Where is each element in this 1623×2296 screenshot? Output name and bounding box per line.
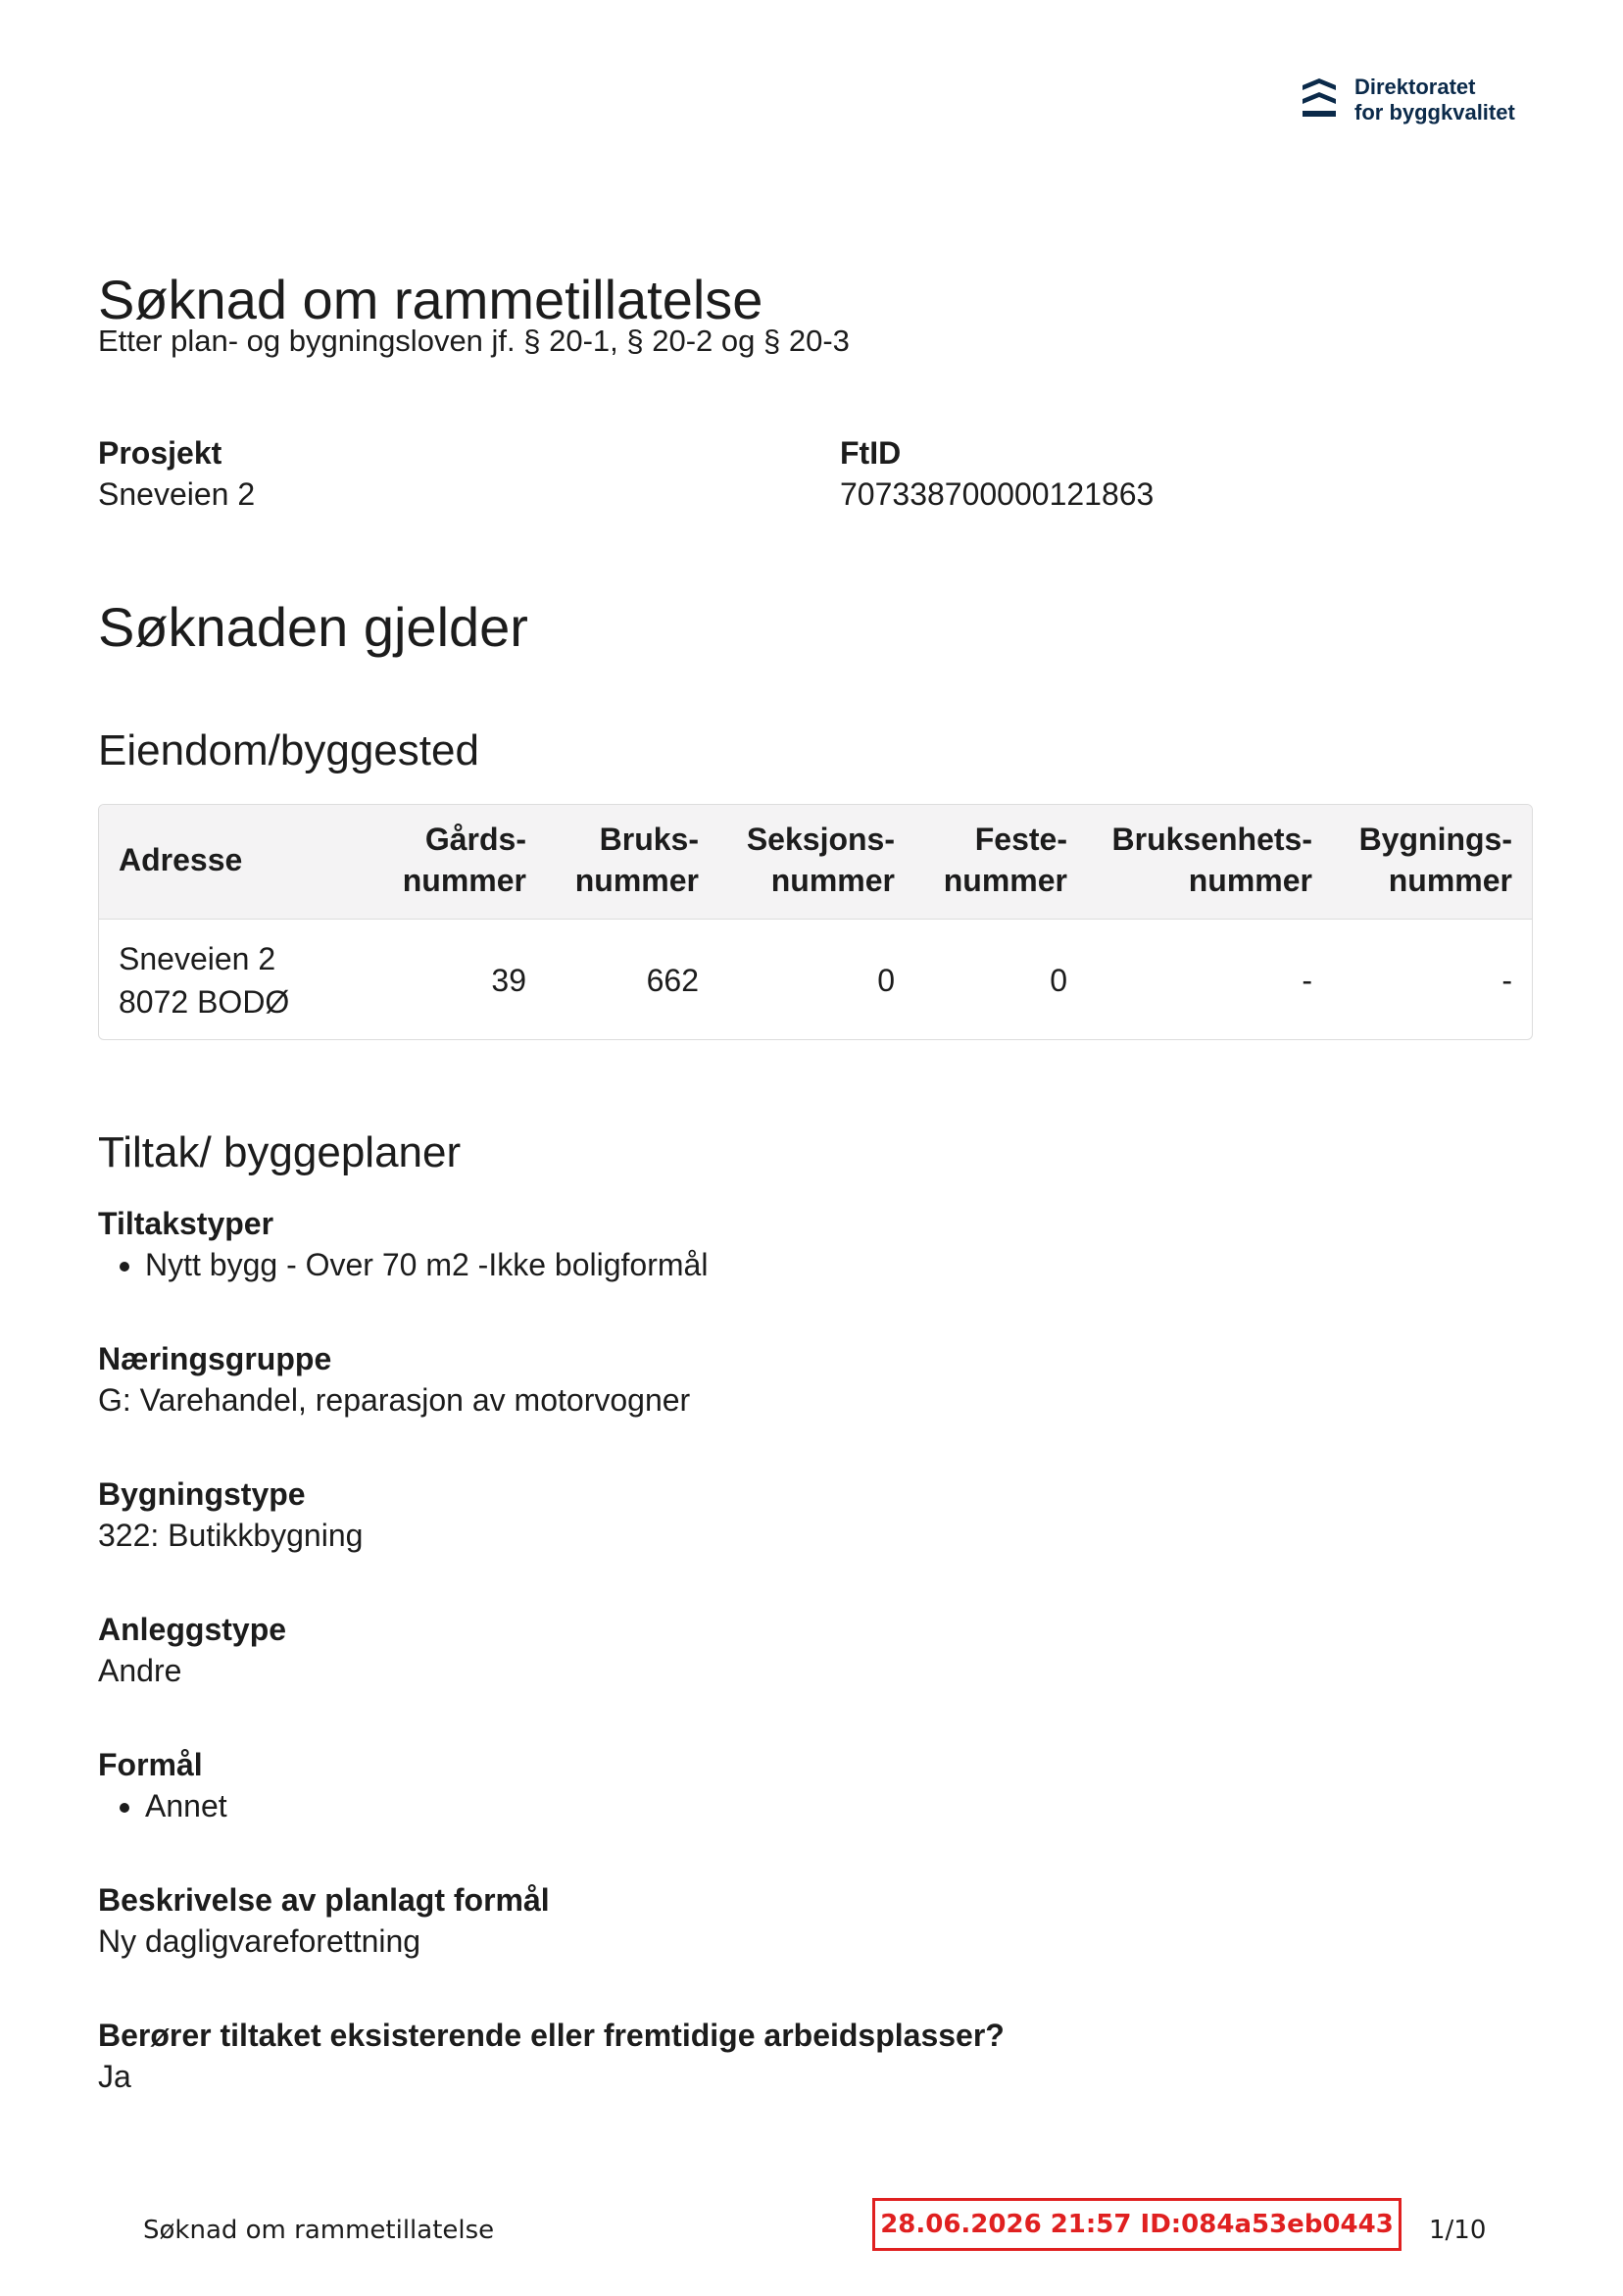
cell-gards: 39 (373, 920, 546, 1040)
footer-timestamp-stamp: 28.06.2026 21:57 ID:084a53eb0443 (872, 2198, 1402, 2251)
property-title: Eiendom/byggested (98, 726, 479, 774)
field-anleggstype (98, 1610, 1470, 1700)
project-field (98, 433, 255, 516)
list-item: • Annet (145, 1784, 1470, 1827)
col-header-line: nummer (943, 863, 1067, 898)
bygningstype-label: Bygningstype (98, 1476, 306, 1512)
formal-list (98, 1784, 1470, 1827)
cell-address (99, 920, 373, 1040)
cell-seksjons: 0 (718, 920, 914, 1040)
address-line-1: Sneveien 2 (119, 941, 276, 976)
cell-feste: 0 (914, 920, 1087, 1040)
col-header-seksjons (718, 805, 914, 920)
col-header-gards (373, 805, 546, 920)
beskrivelse-value: Ny dagligvareforettning (98, 1923, 421, 1959)
ftid-field (840, 433, 1154, 516)
col-header-line: nummer (1188, 863, 1312, 898)
section-title: Søknaden gjelder (98, 596, 528, 658)
arbeidsplasser-label: Berører tiltaket eksisterende eller fremtidige arbeidsplasser? (98, 2018, 1005, 2053)
col-header-line: nummer (770, 863, 895, 898)
cell-bygnings: - (1332, 920, 1532, 1040)
naeringsgruppe-label: Næringsgruppe (98, 1341, 332, 1376)
col-header-line: nummer (402, 863, 526, 898)
col-header-bruksenhet (1087, 805, 1332, 920)
ftid-value: 707338700000121863 (840, 476, 1155, 512)
bygningstype-value: 322: Butikkbygning (98, 1518, 364, 1553)
col-header-line: Feste- (974, 822, 1067, 857)
field-bygningstype (98, 1474, 1470, 1565)
anleggstype-value: Andre (98, 1653, 182, 1688)
col-header-adresse (99, 805, 373, 920)
logo-line-2: for byggkvalitet (1354, 100, 1515, 125)
beskrivelse-label: Beskrivelse av planlagt formål (98, 1882, 550, 1918)
col-header-line: Bruks- (599, 822, 699, 857)
col-header-line: Seksjons- (746, 822, 895, 857)
dibk-logo-icon (1300, 75, 1339, 125)
anleggstype-label: Anleggstype (98, 1612, 287, 1647)
col-header-line: Bygnings- (1358, 822, 1512, 857)
col-header-line: nummer (574, 863, 699, 898)
field-formal (98, 1745, 1470, 1835)
footer-title: Søknad om rammetillatelse (143, 2216, 495, 2245)
arbeidsplasser-value: Ja (98, 2059, 131, 2094)
page-number: 1/10 (1429, 2216, 1487, 2245)
field-beskrivelse (98, 1880, 1470, 1971)
logo-text (1354, 75, 1515, 125)
cell-bruksenhet: - (1087, 920, 1332, 1040)
tiltakstyper-list (98, 1243, 1470, 1286)
address-line-2: 8072 BODØ (119, 984, 290, 1020)
col-header-line: Gårds- (424, 822, 526, 857)
document-title: Søknad om rammetillatelse (98, 269, 763, 330)
col-header-line: Bruksenhets- (1111, 822, 1312, 857)
field-tiltakstyper (98, 1204, 1470, 1294)
page-footer (0, 2198, 1623, 2257)
project-label: Prosjekt (98, 435, 222, 471)
col-header-line: Adresse (119, 842, 243, 877)
project-value: Sneveien 2 (98, 476, 256, 512)
col-header-line: nummer (1388, 863, 1512, 898)
property-table (98, 804, 1533, 1040)
tiltak-fields (98, 1204, 1470, 2151)
tiltak-title: Tiltak/ byggeplaner (98, 1128, 462, 1176)
table-header-row (99, 805, 1532, 920)
formal-label: Formål (98, 1747, 203, 1782)
list-item: • Nytt bygg - Over 70 m2 -Ikke boligformål (145, 1243, 1470, 1286)
table-row (99, 920, 1532, 1040)
document-subtitle: Etter plan- og bygningsloven jf. § 20-1, § 20-2 og § 20-3 (98, 324, 850, 358)
col-header-feste (914, 805, 1087, 920)
ftid-label: FtID (840, 435, 902, 471)
dibk-logo (1300, 75, 1515, 125)
col-header-bygnings (1332, 805, 1532, 920)
naeringsgruppe-value: G: Varehandel, reparasjon av motorvogner (98, 1382, 691, 1418)
col-header-bruks (546, 805, 718, 920)
field-arbeidsplasser (98, 2016, 1470, 2106)
cell-bruks: 662 (546, 920, 718, 1040)
field-naeringsgruppe (98, 1339, 1470, 1429)
logo-line-1: Direktoratet (1354, 75, 1476, 99)
tiltakstyper-label: Tiltakstyper (98, 1206, 274, 1241)
